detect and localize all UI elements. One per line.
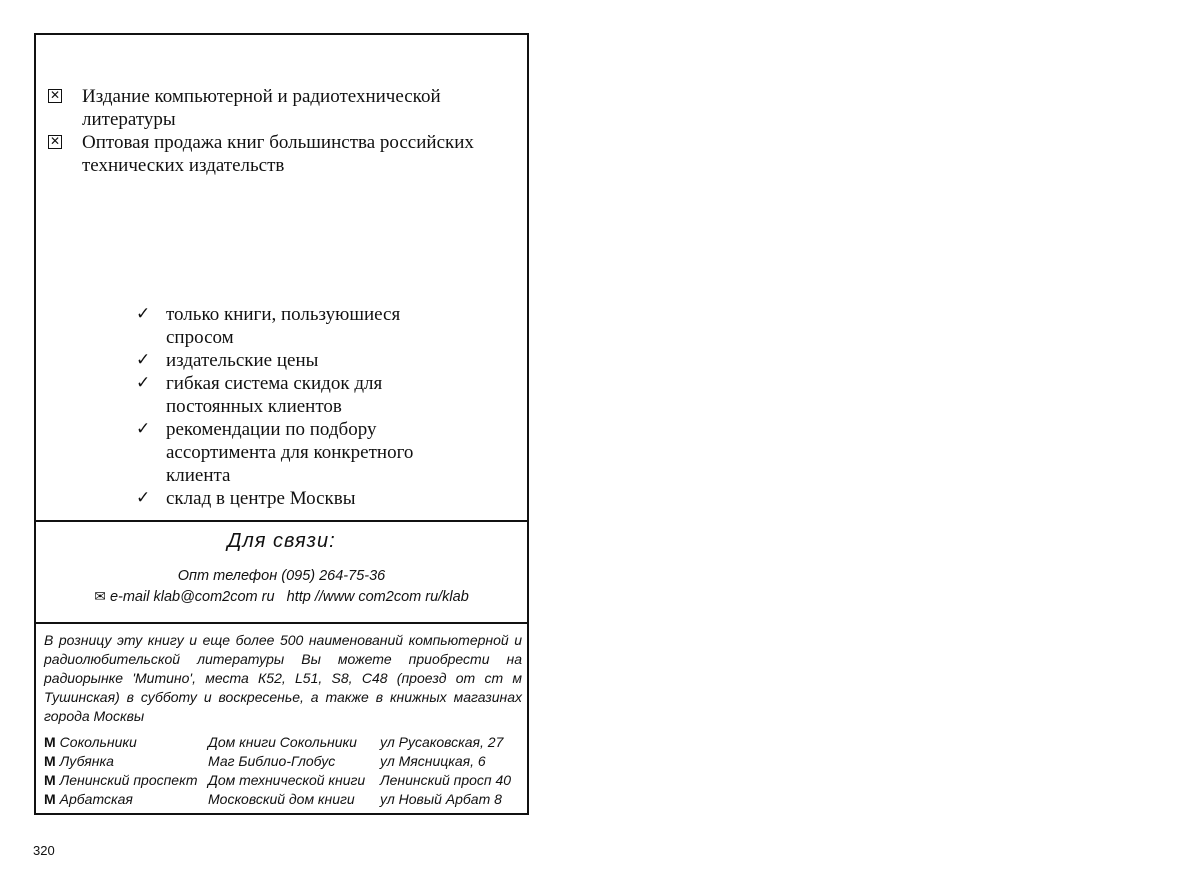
services-list: [48, 85, 528, 177]
feature-text: гибкая система скидок для постоянных клиентов: [166, 373, 383, 417]
service-item: [48, 131, 528, 177]
store-name: Московский дом книги: [208, 791, 355, 807]
table-row: [44, 752, 524, 771]
metro-icon: М: [44, 772, 56, 788]
email-label: e-mail: [109, 589, 150, 605]
metro-icon: М: [44, 791, 56, 807]
feature-item: [136, 372, 466, 418]
store-name: Маг Библио-Глобус: [208, 753, 336, 769]
contact-title: Для связи:: [227, 530, 336, 552]
table-row: [44, 790, 524, 809]
feature-text: только книги, пользуюшиеся спросом: [166, 304, 401, 348]
checkbox-x-icon: ✕: [49, 88, 61, 102]
services-section: [36, 35, 527, 522]
feature-text: рекомендации по подбору ассортимента для конкретного клиента: [166, 419, 414, 486]
checkmark-icon: ✓: [136, 488, 151, 508]
metro-station: М Лубянка: [44, 753, 114, 769]
email-address[interactable]: klab@com2com ru: [153, 589, 275, 605]
phone-number: (095) 264-75-36: [281, 568, 386, 584]
envelope-icon: ✉: [94, 589, 106, 605]
metro-station: М Сокольники: [44, 734, 137, 750]
metro-icon: М: [44, 734, 56, 750]
checkmark-icon: ✓: [136, 304, 151, 324]
table-row: [44, 733, 524, 752]
retail-paragraph: В розницу эту книгу и еще более 500 наименований компьютерной и радиолюбительской литературы Вы можете приобрести на радиорынке 'Митино', места К52, L51, S8, C48 (проезд от ст м Тушинская) в субботу и воскресенье, а также в книжных магазинах города Москвы: [44, 632, 522, 724]
feature-text: склад в центре Москвы: [166, 488, 356, 509]
service-text: Издание компьютерной и радиотехнической литературы: [82, 86, 441, 130]
section-divider: [36, 622, 527, 624]
section-divider: [36, 520, 527, 522]
service-item: [48, 85, 528, 131]
checkmark-icon: ✓: [136, 350, 151, 370]
metro-station: М Ленинский проспект: [44, 772, 198, 788]
feature-item: [136, 303, 466, 349]
web-line: [36, 589, 527, 605]
metro-icon: М: [44, 753, 56, 769]
table-row: [44, 771, 524, 790]
page-number: 320: [33, 843, 55, 858]
checkbox-x-icon: ✕: [49, 134, 61, 148]
website-link[interactable]: http //www com2com ru/klab: [286, 589, 469, 605]
feature-item: [136, 418, 466, 487]
checkmark-icon: ✓: [136, 373, 151, 393]
feature-item: [136, 349, 466, 372]
phone-line: [36, 568, 527, 584]
service-text: Оптовая продажа книг большинства российских технических издательств: [82, 132, 474, 176]
store-address: ул Мясницкая, 6: [380, 753, 486, 769]
checkmark-icon: ✓: [136, 419, 151, 439]
metro-station: М Арбатская: [44, 791, 133, 807]
store-address: ул Новый Арбат 8: [380, 791, 502, 807]
stores-table: [44, 733, 524, 809]
store-name: Дом книги Сокольники: [208, 734, 357, 750]
feature-text: издательские цены: [166, 350, 319, 371]
phone-label: Опт телефон: [177, 568, 278, 584]
store-name: Дом технической книги: [208, 772, 366, 788]
store-address: ул Русаковская, 27: [380, 734, 504, 750]
store-address: Ленинский просп 40: [380, 772, 512, 788]
features-list: [136, 303, 466, 510]
contact-section: [36, 524, 527, 622]
feature-item: [136, 487, 466, 510]
advertisement-box: [34, 33, 529, 815]
